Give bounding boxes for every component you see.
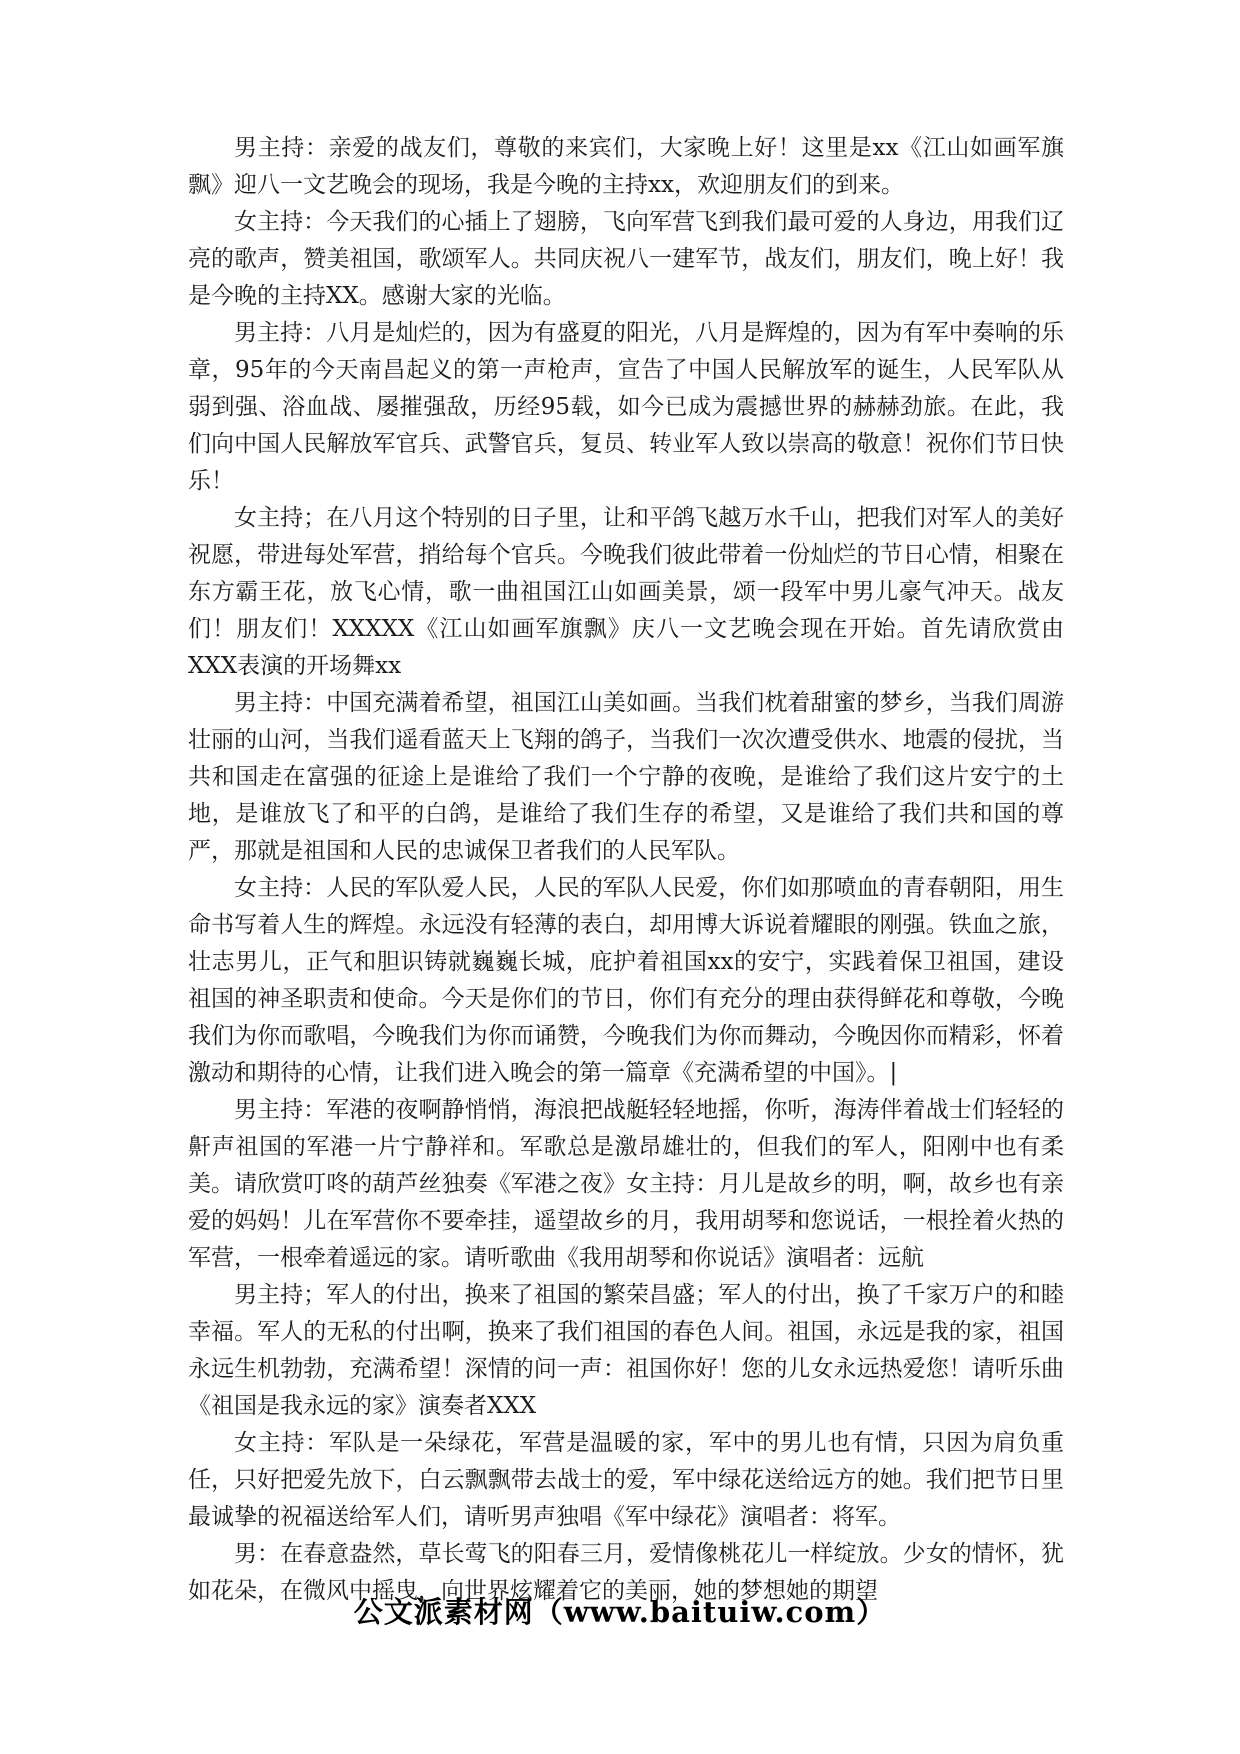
paragraph: 男主持：亲爱的战友们，尊敬的来宾们，大家晚上好！这里是xx《江山如画军旗飘》迎八一文艺晚会的现场，我是今晚的主持xx，欢迎朋友们的到来。 bbox=[188, 135, 1064, 198]
paragraph: 男：在春意盎然，草长莺飞的阳春三月，爱情像桃花儿一样绽放。少女的情怀，犹如花朵，在微风中摇曳，向世界炫耀着它的美丽，她的梦想她的期望 bbox=[188, 1541, 1064, 1604]
paragraph: 女主持：军队是一朵绿花，军营是温暖的家，军中的男儿也有情，只因为肩负重任，只好把爱先放下，白云飘飘带去战士的爱，军中绿花送给远方的她。我们把节日里最诚挚的祝福送给军人们，请听男声独唱《军中绿花》演唱者：将军。 bbox=[188, 1430, 1064, 1530]
paragraph: 男主持：中国充满着希望，祖国江山美如画。当我们枕着甜蜜的梦乡，当我们周游壮丽的山河，当我们遥看蓝天上飞翔的鸽子，当我们一次次遭受供水、地震的侵扰，当共和国走在富强的征途上是谁给了我们一个宁静的夜晚，是谁给了我们这片安宁的土地，是谁放飞了和平的白鸽，是谁给了我们生存的希望，又是谁给了我们共和国的尊严，那就是祖国和人民的忠诚保卫者我们的人民军队。 bbox=[188, 690, 1064, 864]
document-body bbox=[188, 130, 1064, 1610]
paragraph: 男主持：八月是灿烂的，因为有盛夏的阳光，八月是辉煌的，因为有军中奏响的乐章，95年的今天南昌起义的第一声枪声，宣告了中国人民解放军的诞生，人民军队从弱到强、浴血战、屡摧强敌，历经95载，如今已成为震撼世界的赫赫劲旅。在此，我们向中国人民解放军官兵、武警官兵，复员、转业军人致以崇高的敬意！祝你们节日快乐！ bbox=[188, 320, 1064, 494]
paragraph: 女主持；在八月这个特别的日子里，让和平鸽飞越万水千山，把我们对军人的美好祝愿，带进每处军营，捎给每个官兵。今晚我们彼此带着一份灿烂的节日心情，相聚在东方霸王花，放飞心情，歌一曲祖国江山如画美景，颂一段军中男儿豪气冲天。战友们！朋友们！XXXXX《江山如画军旗飘》庆八一文艺晚会现在开始。首先请欣赏由XXX表演的开场舞xx bbox=[188, 505, 1064, 679]
paragraph: 女主持：人民的军队爱人民，人民的军队人民爱，你们如那喷血的青春朝阳，用生命书写着人生的辉煌。永远没有轻薄的表白，却用博大诉说着耀眼的刚强。铁血之旅，壮志男儿，正气和胆识铸就巍巍长城，庇护着祖国xx的安宁，实践着保卫祖国，建设祖国的神圣职责和使命。今天是你们的节日，你们有充分的理由获得鲜花和尊敬，今晚我们为你而歌唱，今晚我们为你而诵赞，今晚我们为你而舞动，今晚因你而精彩，怀着激动和期待的心情，让我们进入晚会的第一篇章《充满希望的中国》。| bbox=[188, 875, 1064, 1086]
page-footer-watermark: 公文派素材网（www.baituiw.com） bbox=[353, 1595, 887, 1629]
paragraph: 男主持；军人的付出，换来了祖国的繁荣昌盛；军人的付出，换了千家万户的和睦幸福。军人的无私的付出啊，换来了我们祖国的春色人间。祖国，永远是我的家，祖国永远生机勃勃，充满希望！深情的问一声：祖国你好！您的儿女永远热爱您！请听乐曲《祖国是我永远的家》演奏者XXX bbox=[188, 1282, 1064, 1419]
paragraph: 女主持：今天我们的心插上了翅膀，飞向军营飞到我们最可爱的人身边，用我们辽亮的歌声，赞美祖国，歌颂军人。共同庆祝八一建军节，战友们，朋友们，晚上好！我是今晚的主持XX。感谢大家的光临。 bbox=[188, 209, 1064, 309]
paragraph: 男主持：军港的夜啊静悄悄，海浪把战艇轻轻地摇，你听，海涛伴着战士们轻轻的鼾声祖国的军港一片宁静祥和。军歌总是激昂雄壮的，但我们的军人，阳刚中也有柔美。请欣赏叮咚的葫芦丝独奏《军港之夜》女主持：月儿是故乡的明，啊，故乡也有亲爱的妈妈！儿在军营你不要牵挂，遥望故乡的月，我用胡琴和您说话，一根拴着火热的军营，一根牵着遥远的家。请听歌曲《我用胡琴和你说话》演唱者：远航 bbox=[188, 1097, 1064, 1271]
